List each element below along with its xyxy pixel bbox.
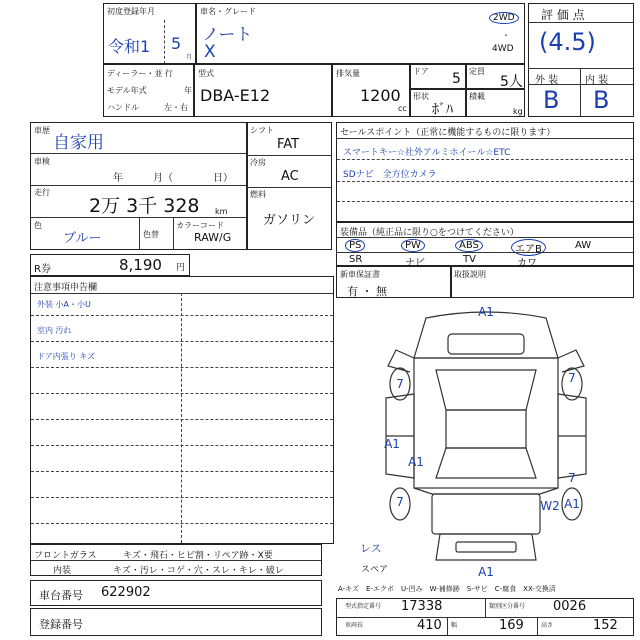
- sales-point-label: セールスポイント（正常に機能するものに限ります）: [340, 128, 556, 138]
- manual-box: [450, 266, 634, 298]
- r-ticket-value: 8,190: [119, 256, 162, 274]
- divider: [529, 84, 633, 85]
- divider: [529, 68, 633, 69]
- sales-point-line1: スマートキー☆社外アルミホイール☆ETC: [343, 148, 511, 158]
- capacity-value: 5人: [500, 74, 523, 90]
- drive-2wd: 2WD: [489, 12, 519, 24]
- notes-line1: 外装 小A・小U: [37, 300, 91, 309]
- yen-unit: 円: [176, 263, 186, 273]
- equip-navi: ナビ: [405, 258, 425, 269]
- equip-aw: AW: [575, 240, 592, 251]
- dealer-box: [103, 63, 195, 117]
- grade-value: X: [204, 42, 216, 62]
- color-change-label: 色替: [143, 230, 159, 239]
- km-unit: km: [215, 207, 228, 216]
- glass-interior-box: [30, 544, 322, 576]
- divider: [247, 155, 331, 156]
- first-reg-label: 初度登録年月: [107, 7, 155, 16]
- damage-mark: 7: [568, 471, 576, 485]
- warranty-value: 有 ・ 無: [347, 285, 387, 298]
- equip-pw: PW: [401, 239, 425, 252]
- month-unit: 月: [186, 54, 193, 61]
- color-code-label: カラーコード: [176, 221, 224, 230]
- divider: [31, 560, 321, 561]
- drive-4wd: 4WD: [492, 44, 514, 54]
- sales-point-box: [336, 122, 634, 222]
- evaluation-value: (4.5): [539, 28, 596, 56]
- dealer-label: ディーラー・並 行: [107, 69, 173, 78]
- model-year-label: モデル年式: [107, 86, 147, 95]
- first-registration-box: [103, 3, 197, 65]
- divider: [580, 68, 581, 116]
- load-box: [465, 88, 525, 117]
- shape-box: [409, 88, 467, 117]
- divider: [337, 181, 633, 182]
- divider: [337, 617, 633, 618]
- kg-unit: kg: [513, 107, 523, 116]
- divider: [337, 159, 633, 160]
- legend-text: A-キズ E-エクボ U-凹み W-補修跡 S-サビ C-腐食 XX-交換済: [338, 585, 556, 593]
- notes-label: 注意事項申告欄: [34, 283, 98, 293]
- cc-unit: cc: [398, 104, 407, 113]
- divider: [31, 523, 333, 524]
- warranty-box: [336, 266, 452, 298]
- damage-mark: 7: [568, 371, 576, 385]
- width-ref: 幅: [451, 622, 458, 629]
- shape-value: ﾎﾞﾊ: [432, 102, 453, 118]
- damage-mark: A1: [564, 497, 580, 511]
- divider: [31, 185, 247, 186]
- equipment-box: [336, 222, 634, 269]
- usage-value: 自家用: [53, 133, 104, 153]
- shape-label: 形状: [413, 92, 429, 101]
- height-ref: 高さ: [541, 622, 554, 629]
- spare-mark: レス: [360, 542, 382, 555]
- handle-options: 左・右: [164, 103, 188, 112]
- dimensions-table: [336, 598, 634, 636]
- damage-mark: 7: [396, 495, 404, 509]
- r-ticket-label: R券: [34, 264, 51, 275]
- mileage-label: 走行: [34, 188, 50, 197]
- height-value: 152: [593, 618, 618, 633]
- interior-value: B: [593, 86, 610, 114]
- first-reg-ref: 型式指定番号: [345, 603, 382, 610]
- equipment-label: 装備品（純正品に限り○をつけてください）: [340, 228, 519, 238]
- model-label: 型式: [198, 69, 214, 78]
- divider: [31, 367, 333, 368]
- mileage-value: 2万 3千 328: [89, 195, 200, 217]
- windshield-label: フロントガラス: [34, 551, 97, 561]
- class-ref: 類別区分番号: [489, 603, 526, 610]
- exterior-value: B: [543, 86, 560, 114]
- car-name-label: 車名・グレード: [200, 7, 256, 16]
- capacity-box: [465, 63, 525, 90]
- equip-sr: SR: [349, 254, 363, 265]
- inspection-label: 車検: [34, 157, 50, 166]
- notes-line2: 室内 汚れ: [37, 326, 72, 335]
- color-code-value: RAW/G: [194, 231, 232, 244]
- door-box: [409, 63, 467, 90]
- shift-label: シフト: [250, 126, 274, 135]
- divider: [31, 445, 333, 446]
- length-ref: 車両長: [345, 622, 364, 629]
- damage-mark: A1: [478, 565, 494, 579]
- equip-leather: カワ: [517, 258, 537, 269]
- ac-value: AC: [281, 169, 299, 184]
- car-outline: [386, 312, 586, 560]
- displacement-label: 排気量: [336, 69, 360, 78]
- divider: [31, 497, 333, 498]
- divider: [31, 315, 333, 316]
- door-value: 5: [452, 71, 461, 87]
- divider: [447, 617, 448, 635]
- model-box: [193, 63, 333, 117]
- chassis-label: 車台番号: [39, 589, 83, 602]
- damage-mark: W2: [540, 499, 560, 513]
- registration-box: [30, 608, 322, 636]
- divider: [31, 393, 333, 394]
- divider: [31, 419, 333, 420]
- damage-mark: 7: [396, 377, 404, 391]
- interior-label: 内 装: [585, 75, 609, 86]
- windshield-text: キズ・飛石・ヒビ割・リペア跡・X要: [123, 551, 273, 561]
- fuel-value: ガソリン: [263, 213, 316, 228]
- width-value: 169: [499, 618, 524, 633]
- divider: [173, 217, 174, 249]
- year-unit: 年: [184, 86, 192, 95]
- month-value: 5: [171, 34, 182, 53]
- r-ticket-box: [30, 254, 190, 276]
- divider: [337, 252, 633, 253]
- load-label: 積載: [469, 92, 485, 101]
- equip-ps: PS: [345, 239, 365, 252]
- divider: [31, 153, 247, 154]
- damage-mark: A1: [384, 437, 400, 451]
- damage-mark: A1: [478, 305, 494, 319]
- evaluation-box: [528, 3, 634, 117]
- warranty-label: 新車保証書: [340, 270, 380, 279]
- equip-tv: TV: [463, 254, 476, 265]
- divider: [529, 22, 633, 23]
- displacement-value: 1200: [360, 86, 401, 105]
- divider: [181, 293, 182, 543]
- ac-label: 冷房: [250, 158, 266, 167]
- car-name-box: [195, 3, 525, 65]
- length-value: 410: [417, 618, 442, 633]
- divider: [337, 237, 633, 238]
- notes-line3: ドア内張り キズ: [37, 352, 96, 361]
- spare-label: スペア: [361, 565, 389, 575]
- divider: [31, 471, 333, 472]
- divider: [247, 187, 331, 188]
- displacement-box: [331, 63, 411, 117]
- sales-point-line2: SDナビ 全方位カメラ: [343, 170, 437, 180]
- chassis-value: 622902: [101, 585, 151, 600]
- damage-mark: A1: [408, 455, 424, 469]
- first-reg-ref-value: 17338: [401, 599, 443, 614]
- divider: [31, 293, 333, 294]
- notes-box: [30, 276, 334, 544]
- shift-box: [246, 122, 332, 250]
- history-box: [30, 122, 248, 250]
- divider: [337, 201, 633, 202]
- exterior-label: 外 装: [535, 75, 559, 86]
- color-value: ブルー: [63, 231, 102, 246]
- evaluation-label: 評 価 点: [541, 8, 585, 22]
- capacity-label: 定員: [469, 67, 485, 76]
- divider: [537, 617, 538, 635]
- fuel-label: 燃料: [250, 190, 266, 199]
- car-name-value: ノート: [202, 25, 253, 45]
- usage-label: 車歴: [34, 126, 50, 135]
- registration-label: 登録番号: [39, 618, 83, 631]
- equip-abs: ABS: [455, 239, 483, 252]
- handle-label: ハンドル: [107, 103, 139, 112]
- divider: [164, 20, 165, 64]
- divider: [31, 341, 333, 342]
- interior-text: キズ・汚レ・コゲ・穴・スレ・キレ・破レ: [113, 566, 284, 576]
- shift-value: FAT: [277, 137, 300, 152]
- era-value: 令和1: [108, 37, 151, 56]
- model-value: DBA-E12: [200, 86, 271, 105]
- color-label: 色: [34, 221, 42, 230]
- interior-label: 内装: [53, 566, 72, 576]
- divider: [337, 138, 633, 139]
- divider: [485, 599, 486, 617]
- manual-label: 取扱説明: [454, 270, 486, 279]
- drive-sep: ・: [502, 31, 510, 40]
- divider: [139, 217, 140, 249]
- inspection-text: 年 月（ 日）: [113, 173, 233, 184]
- equip-airbag: エアB: [511, 239, 546, 256]
- class-ref-value: 0026: [553, 599, 587, 614]
- door-label: ドア: [413, 67, 429, 76]
- chassis-box: [30, 580, 322, 606]
